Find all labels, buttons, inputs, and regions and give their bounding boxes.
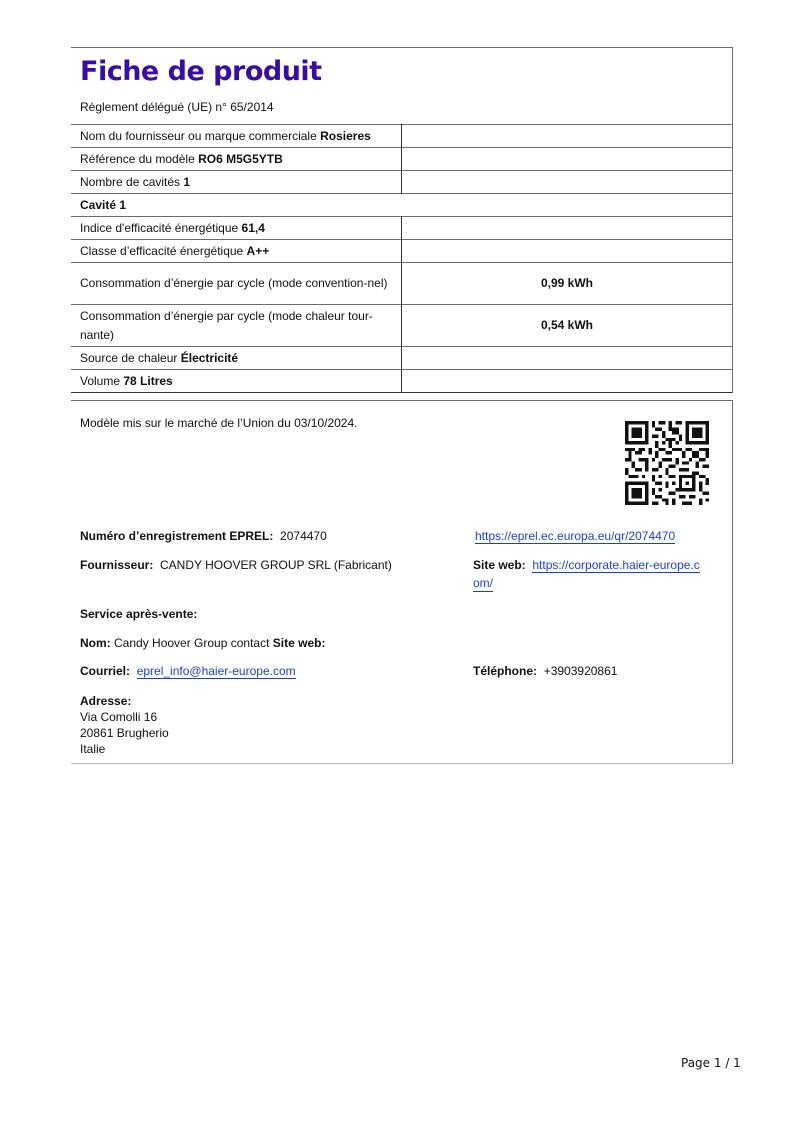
spec-empty-cell <box>402 125 733 148</box>
supplier-value: CANDY HOOVER GROUP SRL (Fabricant) <box>160 558 392 572</box>
address-label: Adresse: <box>80 694 132 708</box>
eprel-registration <box>80 528 327 544</box>
address-block <box>80 693 169 757</box>
spec-cavities <box>71 171 402 194</box>
eprel-number: 2074470 <box>280 529 327 543</box>
address-line-1: Via Comolli 16 <box>80 710 158 724</box>
website-url-link-continued[interactable]: om/ <box>473 576 494 590</box>
table-row <box>71 148 732 171</box>
table-row <box>71 263 732 305</box>
spec-empty-cell <box>402 171 733 194</box>
spec-label: Nombre de cavités <box>80 175 184 189</box>
spec-value: RO6 M5G5YTB <box>198 152 283 166</box>
spec-consumption-conventional-label: Consommation d’énergie par cycle (mode convention-nel) <box>71 263 402 305</box>
contact-name-label: Nom: <box>80 636 111 650</box>
address-line-2: 20861 Brugherio <box>80 726 169 740</box>
after-sales-heading <box>80 606 197 622</box>
table-row <box>71 125 732 148</box>
email-row <box>80 663 296 679</box>
spec-label: Classe d’efficacité énergétique <box>80 244 247 258</box>
table-row <box>71 171 732 194</box>
spec-label: Référence du modèle <box>80 152 199 166</box>
contact-name-value: Candy Hoover Group contact <box>114 636 270 650</box>
spec-consumption-fan-label: Consommation d’énergie par cycle (mode chaleur tour-nante) <box>71 305 402 347</box>
table-row <box>71 347 732 370</box>
spec-value: 1 <box>183 175 191 189</box>
product-sheet-header <box>71 47 733 393</box>
table-row <box>71 217 732 240</box>
phone-value: +3903920861 <box>543 664 618 678</box>
table-row <box>71 370 732 393</box>
email-label: Courriel: <box>80 664 131 678</box>
spec-volume <box>71 370 402 393</box>
spec-value: Rosieres <box>320 129 371 143</box>
spec-consumption-conventional-value: 0,99 kWh <box>402 263 733 305</box>
contact-name-row <box>80 635 325 651</box>
spec-empty-cell <box>402 347 733 370</box>
email-link[interactable]: eprel_info@haier-europe.com <box>136 664 296 678</box>
spec-label: Indice d'efficacité énergétique <box>80 221 242 235</box>
website-label: Site web: <box>473 558 526 572</box>
website-row <box>473 557 723 592</box>
table-row <box>71 194 732 217</box>
spec-empty-cell <box>402 240 733 263</box>
after-sales-label: Service après-vente: <box>80 607 198 621</box>
supplier-label: Fournisseur: <box>80 558 154 572</box>
spec-label: Nom du fournisseur ou marque commerciale <box>80 129 321 143</box>
phone-row <box>473 663 617 679</box>
address-line-3: Italie <box>80 742 106 756</box>
eprel-url-row <box>475 528 675 544</box>
spec-eei <box>71 217 402 240</box>
supplier-row <box>80 557 392 573</box>
spec-label: Source de chaleur <box>80 351 181 365</box>
market-date: Modèle mis sur le marché de l’Union du 03/10/2024. <box>80 416 358 430</box>
regulation-reference: Règlement délégué (UE) n° 65/2014 <box>80 100 274 114</box>
spec-value: Électricité <box>180 351 239 365</box>
spec-value: 61,4 <box>241 221 265 235</box>
page-title: Fiche de produit <box>80 56 322 87</box>
contact-website-label: Site web: <box>272 636 326 650</box>
table-row <box>71 240 732 263</box>
page-indicator: Page 1 / 1 <box>681 1056 741 1070</box>
phone-label: Téléphone: <box>473 664 538 678</box>
eprel-label: Numéro d’enregistrement EPREL: <box>80 529 274 543</box>
spec-empty-cell <box>402 217 733 240</box>
spec-value: 78 Litres <box>123 374 173 388</box>
table-row <box>71 305 732 347</box>
eprel-info-section <box>71 400 733 764</box>
spec-empty-cell <box>402 148 733 171</box>
specs-table <box>71 124 732 393</box>
website-url-link[interactable]: https://corporate.haier-europe.c <box>532 558 700 572</box>
qr-code-icon[interactable] <box>625 421 709 505</box>
spec-supplier <box>71 125 402 148</box>
spec-empty-cell <box>402 370 733 393</box>
spec-energy-class <box>71 240 402 263</box>
spec-label: Volume <box>80 374 124 388</box>
cavity-heading: Cavité 1 <box>71 194 732 217</box>
spec-heat-source <box>71 347 402 370</box>
spec-value: A++ <box>246 244 270 258</box>
eprel-url-link[interactable]: https://eprel.ec.europa.eu/qr/2074470 <box>475 529 676 543</box>
spec-model <box>71 148 402 171</box>
spec-consumption-fan-value: 0,54 kWh <box>402 305 733 347</box>
